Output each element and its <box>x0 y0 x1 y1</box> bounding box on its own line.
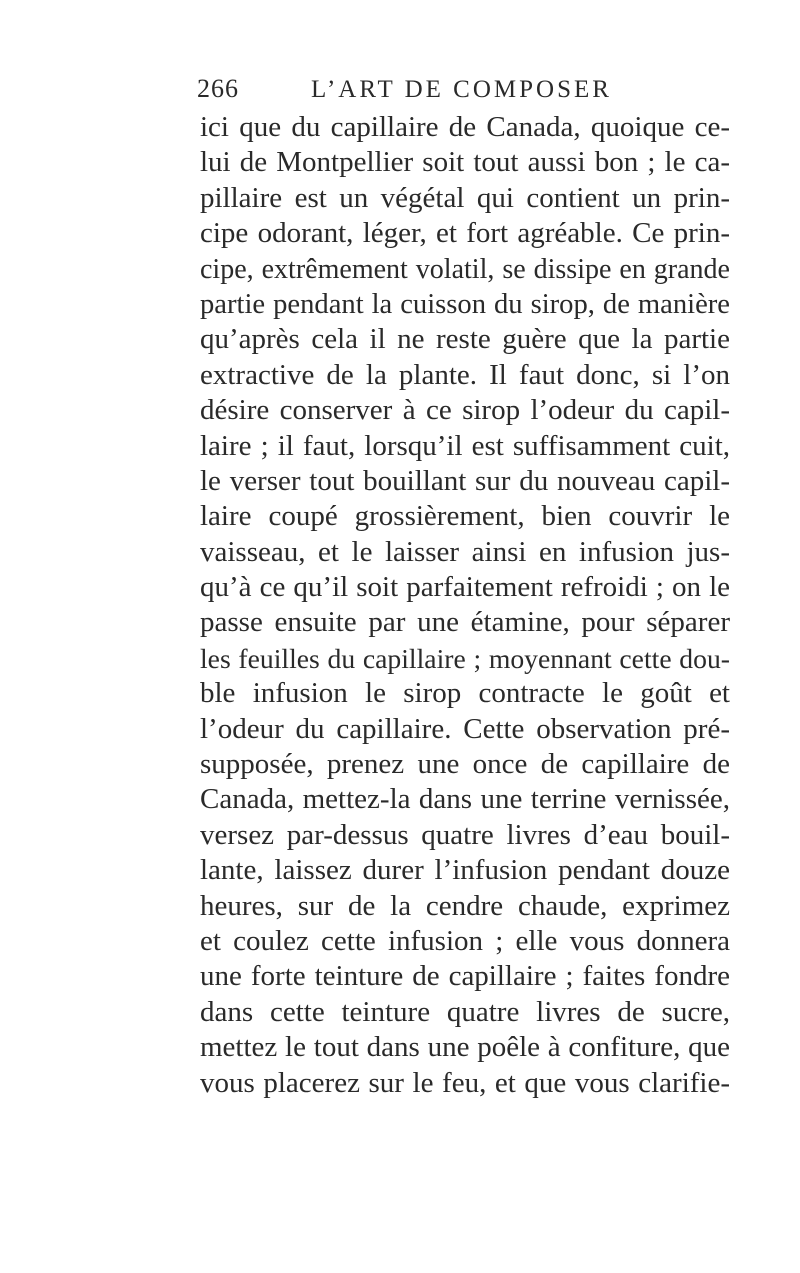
text-line: supposée, prenez une once de capillaire de <box>200 748 730 781</box>
text-line: lui de Montpellier soit tout aussi bon ; le ca- <box>200 146 730 179</box>
text-line: une forte teinture de capillaire ; faites fondre <box>200 960 730 993</box>
text-line: désire conserver à ce sirop l’odeur du capil- <box>200 394 730 427</box>
running-title: L’ART DE COMPOSER <box>311 76 612 103</box>
text-line: dans cette teinture quatre livres de sucre, <box>200 995 730 1028</box>
text-line: mettez le tout dans une poêle à confiture, que <box>200 1031 730 1064</box>
text-line: pillaire est un végétal qui contient un prin- <box>200 181 730 214</box>
text-line: Canada, mettez-la dans une terrine vernissée, <box>200 783 730 816</box>
text-line: heures, sur de la cendre chaude, exprimez <box>200 889 730 922</box>
page-number: 266 <box>197 74 239 103</box>
text-line: cipe, extrêmement volatil, se dissipe en grande <box>200 253 730 285</box>
text-line: ble infusion le sirop contracte le goût et <box>200 677 730 710</box>
text-line: versez par-dessus quatre livres d’eau bouil- <box>200 818 730 851</box>
text-line: cipe odorant, léger, et fort agréable. Ce prin- <box>200 217 730 250</box>
text-line: extractive de la plante. Il faut donc, si l’on <box>200 358 730 391</box>
text-line: vaisseau, et le laisser ainsi en infusion jus- <box>200 535 730 568</box>
text-line: partie pendant la cuisson du sirop, de manière <box>200 287 730 320</box>
body-text <box>200 110 730 1101</box>
text-line: qu’à ce qu’il soit parfaitement refroidi ; on le <box>200 571 730 604</box>
running-head <box>197 74 737 114</box>
text-line: vous placerez sur le feu, et que vous clarifie- <box>200 1066 730 1099</box>
text-line: et coulez cette infusion ; elle vous donnera <box>200 924 730 957</box>
text-line: qu’après cela il ne reste guère que la partie <box>200 323 730 356</box>
text-line: laire ; il faut, lorsqu’il est suffisamment cuit, <box>200 429 730 462</box>
text-line: passe ensuite par une étamine, pour séparer <box>200 606 730 639</box>
text-line: le verser tout bouillant sur du nouveau capil- <box>200 464 730 497</box>
text-line: ici que du capillaire de Canada, quoique ce- <box>200 111 730 143</box>
text-line: les feuilles du capillaire ; moyennant cette dou- <box>200 642 730 674</box>
text-line: lante, laissez durer l’infusion pendant douze <box>200 854 730 887</box>
text-line: l’odeur du capillaire. Cette observation pré- <box>200 712 730 745</box>
text-line: laire coupé grossièrement, bien couvrir le <box>200 500 730 533</box>
